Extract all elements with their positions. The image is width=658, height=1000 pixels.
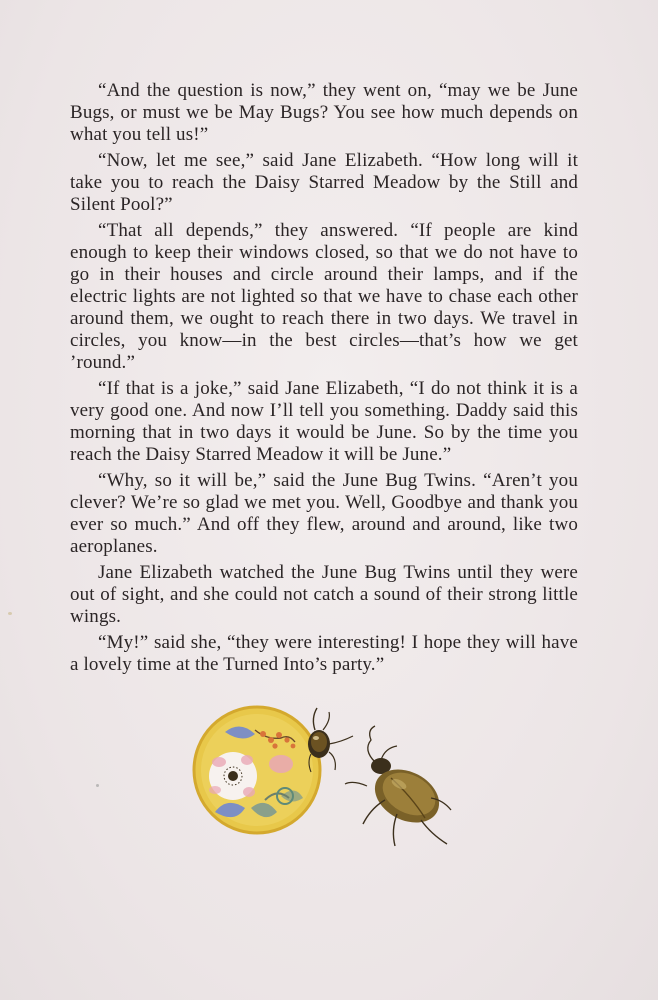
paper-speck	[96, 784, 99, 787]
june-bug-illustration	[185, 700, 465, 860]
story-text	[70, 80, 578, 680]
illustration-svg	[185, 700, 465, 860]
paragraph-1: “And the question is now,” they went on, “may we be June Bugs, or must we be May Bugs? You see how much depends on what you tell us!”	[70, 80, 578, 145]
paragraph-2: “Now, let me see,” said Jane Elizabeth. “How long will it take you to reach the Daisy Starred Meadow by the Still and Silent Pool?”	[70, 150, 578, 215]
flowered-ball	[194, 707, 320, 833]
paper-speck	[8, 612, 12, 615]
paragraph-3: “That all depends,” they answered. “If people are kind enough to keep their windows closed, so that we do not have to go in their houses and circle around their lamps, and if the electric lights are not lighted so that we have to chase each other around them, we ought to reach there in two days. We travel in circles, you know—in the best circles—that’s how we get ’round.”	[70, 220, 578, 373]
paragraph-6: Jane Elizabeth watched the June Bug Twins until they were out of sight, and she could not catch a sound of their strong little wings.	[70, 562, 578, 627]
paragraph-7: “My!” said she, “they were interesting! I hope they will have a lovely time at the Turned Into’s party.”	[70, 632, 578, 675]
paragraph-4: “If that is a joke,” said Jane Elizabeth, “I do not think it is a very good one. And now I’ll tell you something. Daddy said this morning that in two days it would be June. So by the time you reach the Daisy Starred Meadow it will be June.”	[70, 378, 578, 465]
white-flower	[209, 752, 257, 800]
paragraph-5: “Why, so it will be,” said the June Bug Twins. “Aren’t you clever? We’re so glad we met you. Well, Goodbye and thank you ever so much.” And off they flew, around and around, like two aeroplanes.	[70, 470, 578, 557]
large-june-bug	[345, 726, 451, 846]
